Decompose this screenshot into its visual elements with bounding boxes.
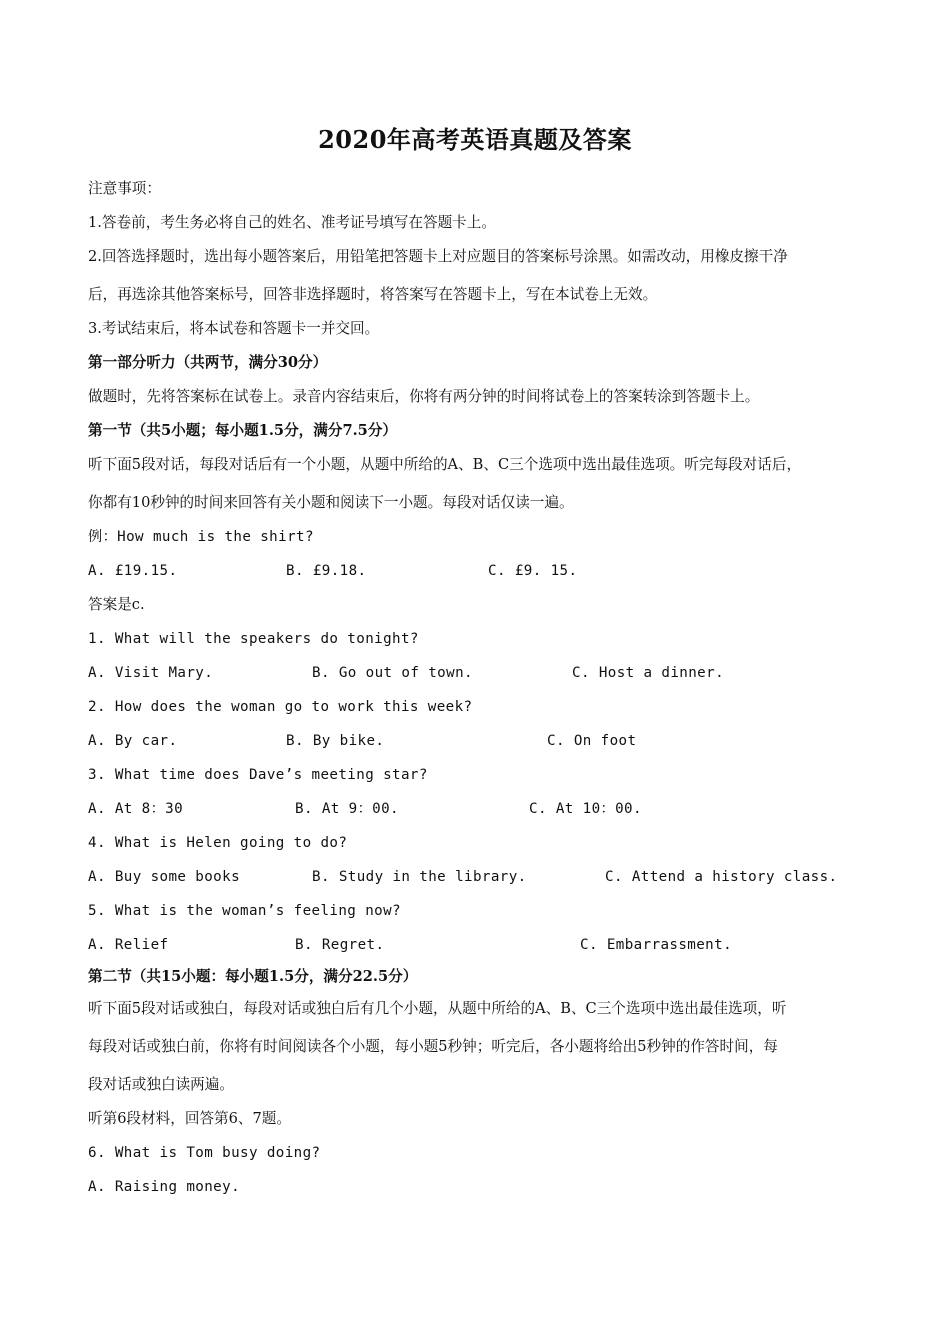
q1-option-a: A. Visit Mary. — [88, 665, 214, 681]
q4-option-c: C. Attend a history class. — [605, 869, 838, 885]
q3-option-c: C. At 10：00. — [529, 801, 642, 817]
q5-option-c: C. Embarrassment. — [580, 937, 733, 953]
q2-option-b: B. By bike. — [286, 733, 385, 749]
question-5: 5. What is the woman’s feeling now? — [88, 903, 401, 919]
example-options — [88, 560, 868, 582]
material-6-heading: 听第6段材料，回答第6、7题。 — [88, 1110, 291, 1127]
notice-item-1: 1.答卷前，考生务必将自己的姓名、准考证号填写在答题卡上。 — [88, 214, 496, 231]
section2-heading: 第二节（共15小题：每小题1.5分，满分22.5分） — [88, 968, 418, 985]
section1-instruction-a: 听下面5段对话，每段对话后有一个小题，从题中所给的A、B、C三个选项中选出最佳选项。听完每段对话后， — [88, 456, 802, 473]
example-option-c: C. £9. 15. — [488, 563, 578, 579]
q1-option-c: C. Host a dinner. — [572, 665, 725, 681]
section1-heading: 第一节（共5小题；每小题1.5分，满分7.5分） — [88, 422, 398, 439]
section1-instruction-b: 你都有10秒钟的时间来回答有关小题和阅读下一小题。每段对话仅读一遍。 — [88, 494, 574, 511]
example-answer: 答案是c. — [88, 596, 145, 613]
q3-option-a: A. At 8：30 — [88, 801, 184, 817]
section2-instruction-a: 听下面5段对话或独白，每段对话或独白后有几个小题，从题中所给的A、B、C三个选项中选出最佳选项，听 — [88, 1000, 787, 1017]
q5-option-a: A. Relief — [88, 937, 169, 953]
question-1-options — [88, 662, 868, 684]
question-3: 3. What time does Dave’s meeting star? — [88, 767, 428, 783]
notice-item-2b: 后，再选涂其他答案标号，回答非选择题时，将答案写在答题卡上，写在本试卷上无效。 — [88, 286, 658, 303]
notice-item-3: 3.考试结束后，将本试卷和答题卡一并交回。 — [88, 320, 380, 337]
q4-option-a: A. Buy some books — [88, 869, 241, 885]
q2-option-c: C. On foot — [547, 733, 637, 749]
q6-option-a: A. Raising money. — [88, 1179, 241, 1195]
notice-heading: 注意事项： — [88, 180, 161, 197]
question-2: 2. How does the woman go to work this week? — [88, 699, 473, 715]
example-option-b: B. £9.18. — [286, 563, 367, 579]
q3-option-b: B. At 9：00. — [295, 801, 400, 817]
q4-option-b: B. Study in the library. — [312, 869, 527, 885]
notice-item-2a: 2.回答选择题时，选出每小题答案后，用铅笔把答题卡上对应题目的答案标号涂黑。如需改动，用橡皮擦干净 — [88, 248, 788, 265]
question-5-options — [88, 934, 868, 956]
question-4: 4. What is Helen going to do? — [88, 835, 348, 851]
question-4-options — [88, 866, 868, 888]
page-title: 2020年高考英语真题及答案 — [318, 125, 632, 154]
question-1: 1. What will the speakers do tonight? — [88, 631, 419, 647]
part1-instruction: 做题时，先将答案标在试卷上。录音内容结束后，你将有两分钟的时间将试卷上的答案转涂到答题卡上。 — [88, 388, 760, 405]
section2-instruction-b: 每段对话或独白前，你将有时间阅读各个小题，每小题5秒钟；听完后，各小题将给出5秒钟的作答时间，每 — [88, 1038, 778, 1055]
question-3-options — [88, 798, 868, 820]
part1-heading: 第一部分听力（共两节，满分30分） — [88, 354, 328, 371]
example-option-a: A. £19.15. — [88, 563, 178, 579]
q1-option-b: B. Go out of town. — [312, 665, 473, 681]
question-6: 6. What is Tom busy doing? — [88, 1145, 321, 1161]
q2-option-a: A. By car. — [88, 733, 178, 749]
q5-option-b: B. Regret. — [295, 937, 385, 953]
example-question: 例：How much is the shirt? — [88, 529, 314, 545]
section2-instruction-c: 段对话或独白读两遍。 — [88, 1076, 234, 1093]
question-2-options — [88, 730, 868, 752]
